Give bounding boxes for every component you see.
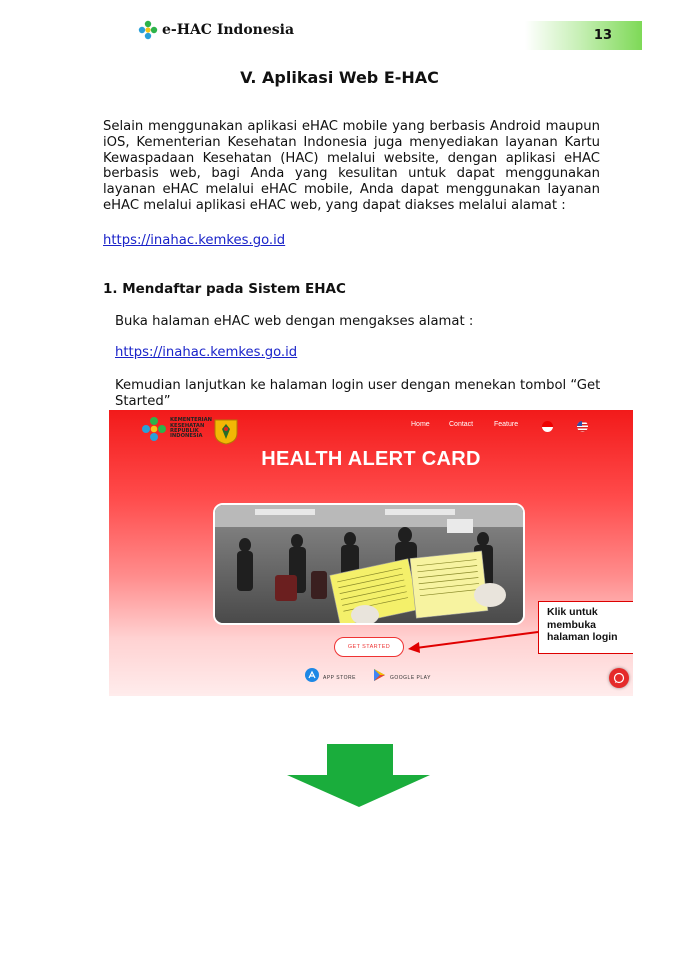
nav-home[interactable]: Home [411,421,430,428]
ehac-logo-icon [138,20,158,40]
airport-photo-icon [215,505,523,623]
kemenkes-logo-text: KEMENTERIAN KESEHATAN REPUBLIK INDONESIA [170,417,212,440]
page-title: V. Aplikasi Web E-HAC [240,68,439,87]
step-instruction-1: Buka halaman eHAC web dengan mengakses alamat : [115,314,474,329]
page-number: 13 [593,28,612,43]
callout-box: Klik untuk membuka halaman login [538,601,633,654]
callout-arrow-icon [404,628,544,654]
whatsapp-button[interactable] [609,668,629,688]
kemenkes-logo [141,416,212,442]
website-screenshot [109,410,633,696]
get-started-button[interactable]: GET STARTED [334,637,404,657]
us-flag-icon[interactable] [577,421,588,432]
app-store-label: APP STORE [323,675,356,681]
step-instruction-2: Kemudian lanjutkan ke halaman login user dengan menekan tombol “Get Started” [115,378,601,409]
brand-logo [138,20,294,40]
hero-photo [213,503,525,625]
google-play-label: GOOGLE PLAY [390,675,431,681]
indonesia-flag-icon[interactable] [542,421,553,432]
page-number-tab [525,21,642,50]
garuda-emblem-icon [213,417,239,445]
app-store-icon [305,668,319,682]
whatsapp-icon [609,668,629,688]
section-heading: 1. Mendaftar pada Sistem EHAC [103,281,346,297]
ehac-web-link-2[interactable]: https://inahac.kemkes.go.id [115,345,298,360]
ehac-web-link[interactable]: https://inahac.kemkes.go.id [103,233,286,248]
app-store-link[interactable] [305,668,356,682]
google-play-icon [373,668,386,682]
kemenkes-logo-icon [141,416,167,442]
brand-name: e-HAC Indonesia [162,22,295,38]
google-play-link[interactable] [373,668,431,682]
down-arrow-icon [287,744,431,808]
nav-contact[interactable]: Contact [449,421,474,428]
hero-title: HEALTH ALERT CARD [261,448,481,470]
nav-feature[interactable]: Feature [494,421,519,428]
intro-paragraph: Selain menggunakan aplikasi eHAC mobile yang berbasis Android maupun iOS, Kementerian Kesehatan Indonesia juga menyediakan layanan Kartu Kewaspadaan Kesehatan (HAC) melalui website, dengan aplikasi eHAC berbasis web, bagi Anda yang kesulitan untuk dapat menggunakan layanan eHAC melalui eHAC mobile, Anda dapat menggunakan layanan eHAC melalui aplikasi eHAC web, yang dapat diakses melalui alamat : [103,119,600,213]
